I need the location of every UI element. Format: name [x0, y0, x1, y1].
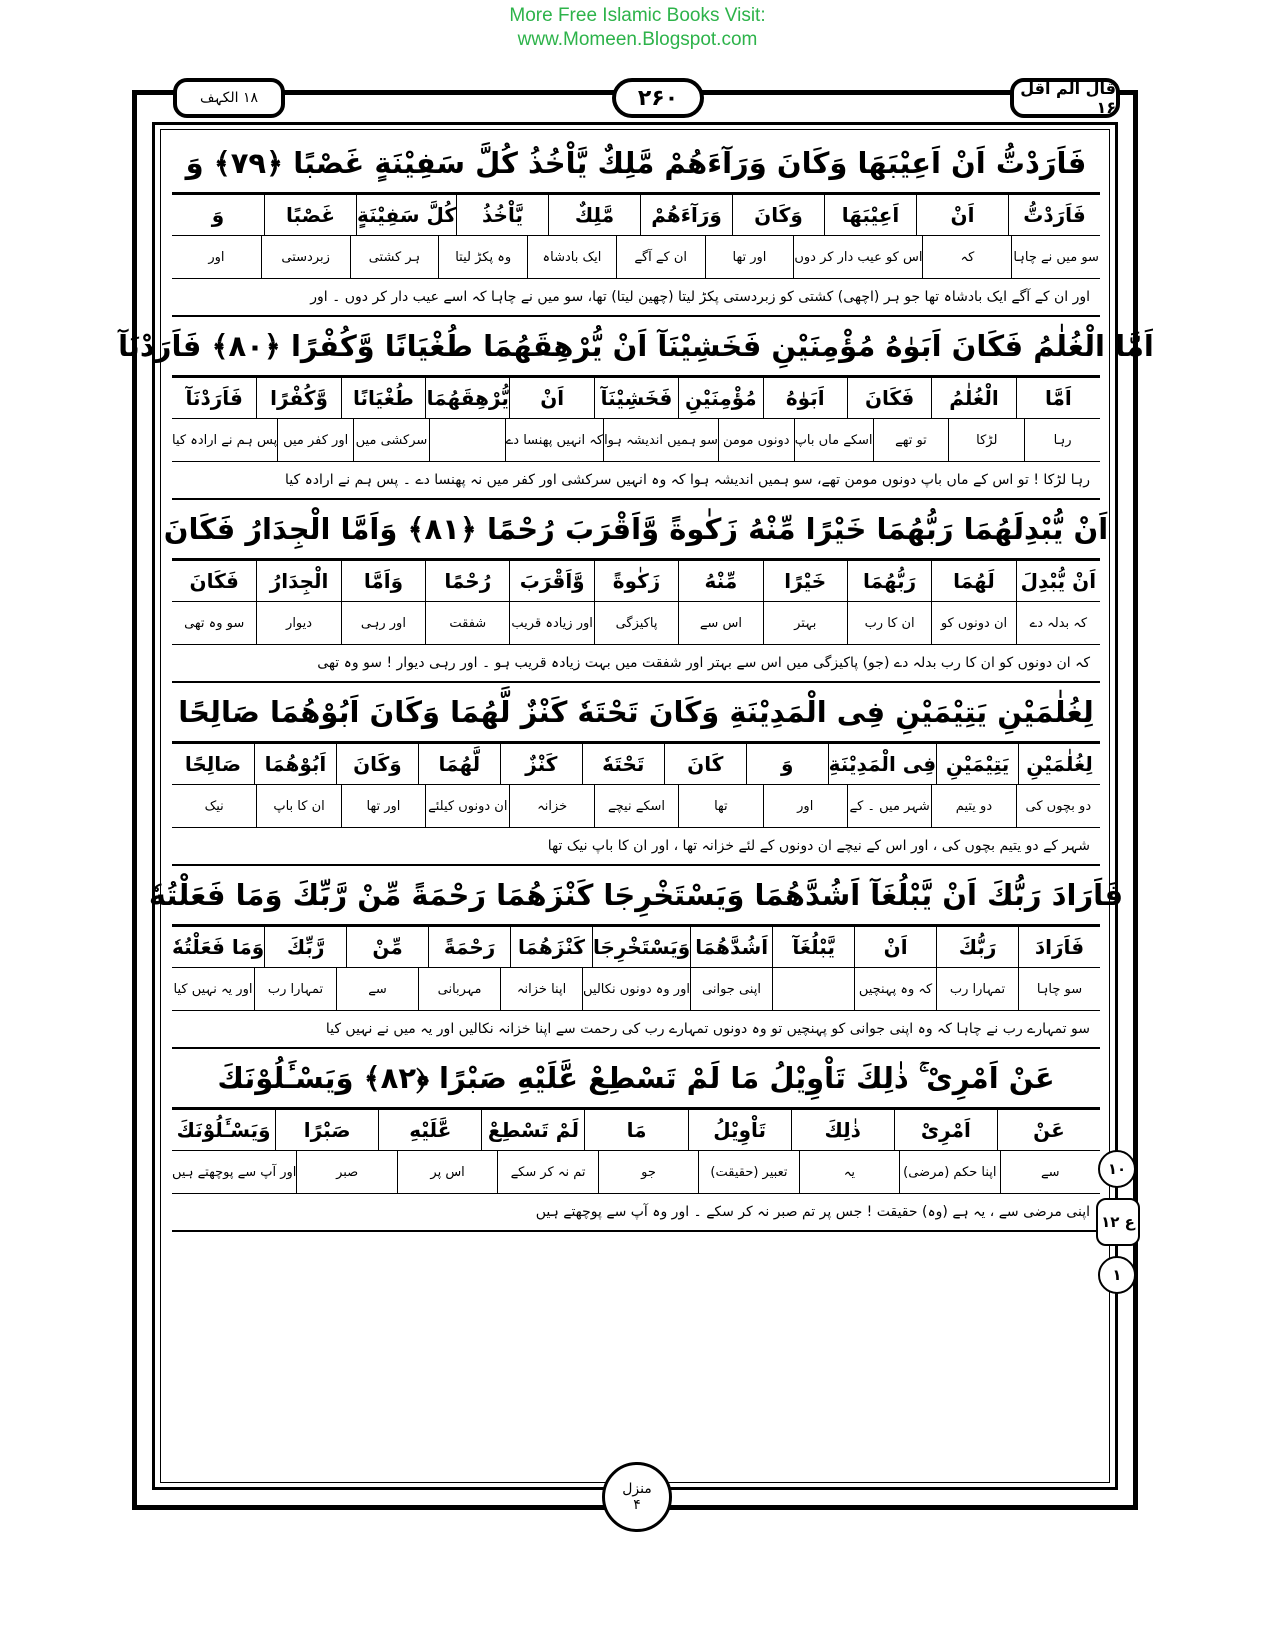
urdu-meaning: دیوار [256, 602, 340, 644]
urdu-meaning: تعبیر (حقیقت) [698, 1151, 798, 1193]
urdu-translation-line: اور ان کے آگے ایک بادشاہ تھا جو ہر (اچھی) کشتی کو زبردستی پکڑ لیتا (چھین لیتا) تھا، سو میں نے چاہا کہ اسے عیب دار کر دوں ۔ اور [172, 279, 1100, 317]
urdu-meaning: اور [763, 785, 847, 827]
urdu-meaning: تمہارا رب [936, 968, 1018, 1010]
arabic-word: وَ [746, 743, 828, 784]
arabic-word: مِّنْ [346, 926, 428, 967]
arabic-word: يُّرْهِقَهُمَا [425, 377, 509, 418]
arabic-verse-line: فَاَرَدْتُّ اَنْ اَعِيْبَهَا وَكَانَ وَرَآءَهُمْ مَّلِكٌ يَّاْخُذُ كُلَّ سَفِيْنَةٍ غَصْبًا ﴿٧٩﴾ وَ [172, 134, 1100, 194]
arabic-word: اَنْ [854, 926, 936, 967]
word-by-word-meaning-row [172, 785, 1100, 828]
urdu-meaning: زبردستی [261, 236, 350, 278]
urdu-meaning: لڑکا [948, 419, 1024, 461]
urdu-meaning: اس پر [397, 1151, 497, 1193]
urdu-meaning: سرکشی میں [353, 419, 429, 461]
arabic-word: رُحْمًا [425, 560, 509, 601]
arabic-word: اَشُدَّهُمَا [690, 926, 772, 967]
arabic-word: وَكَانَ [732, 194, 824, 235]
urdu-meaning: یہ [799, 1151, 899, 1193]
arabic-word: فَاَرَدْتُّ [1008, 194, 1100, 235]
para-name-tab: قال الم اقل ۱۶ [1010, 78, 1120, 118]
word-by-word-arabic-row [172, 743, 1100, 785]
manzil-badge [602, 1462, 672, 1532]
arabic-word: لَهُمَا [931, 560, 1015, 601]
arabic-word: طُغْيَانًا [341, 377, 425, 418]
urdu-meaning: سے [336, 968, 418, 1010]
urdu-meaning: وہ پکڑ لیتا [438, 236, 527, 278]
urdu-meaning: پس ہم نے ارادہ کیا [172, 432, 278, 448]
urdu-translation-line: کہ ان دونوں کو ان کا رب بدلہ دے (جو) پاکیزگی میں اس سے بہتر اور شفقت میں بہت زیادہ قریب ہو ۔ اور رہی دیوار ! سو وہ تھی [172, 645, 1100, 683]
arabic-word: لَّهُمَا [418, 743, 500, 784]
arabic-word: غَصْبًا [264, 194, 356, 235]
arabic-word: خَيْرًا [763, 560, 847, 601]
urdu-meaning: دونوں مومن [718, 419, 794, 461]
arabic-word: وَاَمَّا [341, 560, 425, 601]
urdu-meaning [772, 968, 854, 1010]
arabic-word: تَاْوِيْلُ [688, 1109, 791, 1150]
urdu-meaning: صبر [296, 1151, 396, 1193]
verse-section [148, 866, 1124, 1049]
urdu-meaning: تمہارا رب [254, 968, 336, 1010]
arabic-word: فَكَانَ [172, 560, 256, 601]
ruku-marker-top: ۱۰ [1098, 1150, 1136, 1188]
arabic-word: اَنْ [916, 194, 1008, 235]
promo-link[interactable]: www.Momeen.Blogspot.com [517, 29, 758, 50]
word-by-word-meaning-row [172, 968, 1100, 1011]
arabic-word: رَبُّكَ [936, 926, 1018, 967]
arabic-verse-line: عَنْ اَمْرِىْ ۚ ذٰلِكَ تَاْوِيْلُ مَا لَمْ تَسْطِعْ عَّلَيْهِ صَبْرًا ﴿٨٢﴾ وَيَسْـَٔلُوْنَكَ [172, 1049, 1100, 1109]
urdu-meaning: کہ [922, 236, 1011, 278]
verse-section [172, 1049, 1100, 1232]
urdu-meaning: کہ بدلہ دے [1016, 602, 1100, 644]
arabic-word: مَّلِكٌ [548, 194, 640, 235]
urdu-translation-line: سو تمہارے رب نے چاہا کہ وہ اپنی جوانی کو پہنچیں تو وہ دونوں تمہارے رب کی رحمت سے اپنا خزانہ نکالیں اور یہ میں نے نہیں کیا [172, 1011, 1100, 1049]
urdu-meaning: اپنی جوانی [690, 968, 772, 1010]
arabic-word: عَّلَيْهِ [378, 1109, 481, 1150]
word-by-word-arabic-row [172, 1109, 1100, 1151]
urdu-meaning: کہ انہیں پھنسا دے [505, 419, 603, 461]
urdu-meaning: بہتر [763, 602, 847, 644]
arabic-word: اَمَّا [1016, 377, 1100, 418]
arabic-word: زَكٰوةً [594, 560, 678, 601]
urdu-meaning: ان دونوں کیلئے [425, 785, 509, 827]
urdu-meaning: مہربانی [418, 968, 500, 1010]
arabic-word: وَكَانَ [336, 743, 418, 784]
urdu-meaning: کہ وہ پہنچیں [854, 968, 936, 1010]
arabic-word: فَاَرَادَ [1018, 926, 1100, 967]
verse-section [172, 683, 1100, 866]
urdu-meaning: دو یتیم [931, 785, 1015, 827]
urdu-meaning: ان کا رب [847, 602, 931, 644]
verse-section [118, 317, 1154, 500]
arabic-word: اَبَوٰهُ [763, 377, 847, 418]
urdu-meaning [429, 419, 505, 461]
word-by-word-meaning-row [172, 236, 1100, 279]
arabic-word: وَرَآءَهُمْ [640, 194, 732, 235]
arabic-word: وَ [172, 194, 264, 235]
word-by-word-meaning-row [172, 419, 1100, 462]
arabic-word: وَّاَقْرَبَ [509, 560, 593, 601]
urdu-translation-line: شہر کے دو یتیم بچوں کی ، اور اس کے نیچے ان دونوں کے لئے خزانہ تھا ، اور ان کا باپ نیک تھا [172, 828, 1100, 866]
surah-name-tab: ۱۸ الکہف [173, 78, 285, 118]
arabic-word: اَمْرِىْ [894, 1109, 997, 1150]
ruku-marker-mid: ع ۱۲ [1096, 1198, 1140, 1246]
urdu-meaning: تم نہ کر سکے [497, 1151, 597, 1193]
arabic-word: فَاَرَدْنَآ [172, 377, 256, 418]
arabic-word: فَكَانَ [847, 377, 931, 418]
urdu-meaning: اور زیادہ قریب [509, 602, 593, 644]
arabic-word: مِّنْهُ [678, 560, 762, 601]
arabic-word: يَتِيْمَيْنِ [936, 743, 1018, 784]
arabic-word: وَمَا فَعَلْتُهٗ [172, 926, 264, 967]
page-number: ۲۶۰ [612, 78, 704, 118]
arabic-word: الْغُلٰمُ [931, 377, 1015, 418]
verse-section [163, 500, 1109, 683]
urdu-meaning: ان دونوں کو [931, 602, 1015, 644]
arabic-verse-line: فَاَرَادَ رَبُّكَ اَنْ يَّبْلُغَآ اَشُدَّهُمَا وَيَسْتَخْرِجَا كَنْزَهُمَا رَحْمَةً مِّنْ رَّبِّكَ وَمَا فَعَلْتُهٗ [172, 866, 1100, 926]
arabic-word: لِغُلٰمَيْنِ [1018, 743, 1100, 784]
arabic-word: ذٰلِكَ [791, 1109, 894, 1150]
urdu-meaning: نیک [204, 798, 224, 814]
urdu-meaning: اس کو عیب دار کر دوں [793, 236, 922, 278]
arabic-word: صَالِحًا [172, 743, 254, 784]
promo-line-1: More Free Islamic Books Visit: [509, 5, 766, 26]
arabic-word: تَحْتَهٗ [582, 743, 664, 784]
arabic-word: وَيَسْتَخْرِجَا [592, 926, 690, 967]
word-by-word-meaning-row [172, 1151, 1100, 1194]
urdu-meaning: تھا [678, 785, 762, 827]
urdu-meaning: اور تھا [705, 236, 794, 278]
urdu-meaning: شفقت [425, 602, 509, 644]
urdu-meaning: اور تھا [341, 785, 425, 827]
arabic-word: مَا [584, 1109, 687, 1150]
arabic-word: رَّبِّكَ [264, 926, 346, 967]
arabic-word: كَنْزَهُمَا [510, 926, 592, 967]
urdu-meaning: ان کے آگے [616, 236, 705, 278]
arabic-word: اَنْ [509, 377, 593, 418]
urdu-translation-line: اپنی مرضی سے ، یہ ہے (وہ) حقیقت ! جس پر تم صبر نہ کر سکے ۔ اور وہ آپ سے پوچھتے ہیں [172, 1194, 1100, 1232]
urdu-meaning: رہا [1024, 419, 1100, 461]
arabic-word: صَبْرًا [275, 1109, 378, 1150]
urdu-meaning: شہر میں ۔ کے [847, 785, 931, 827]
urdu-meaning: اور یہ نہیں کیا [173, 981, 253, 997]
urdu-meaning: اور رہی [341, 602, 425, 644]
word-by-word-meaning-row [172, 602, 1100, 645]
verse-section [172, 134, 1100, 317]
urdu-meaning: اسکے نیچے [594, 785, 678, 827]
arabic-verse-line: اَمَّا الْغُلٰمُ فَكَانَ اَبَوٰهُ مُؤْمِنَيْنِ فَخَشِيْنَآ اَنْ يُّرْهِقَهُمَا طُغْيَانًا وَّكُفْرًا ﴿٨٠﴾ فَاَرَدْنَآ [172, 317, 1100, 377]
arabic-verse-line: اَنْ يُّبْدِلَهُمَا رَبُّهُمَا خَيْرًا مِّنْهُ زَكٰوةً وَّاَقْرَبَ رُحْمًا ﴿٨١﴾ وَاَمَّا الْجِدَارُ فَكَانَ [172, 500, 1100, 560]
urdu-meaning: سے [1000, 1151, 1100, 1193]
urdu-meaning: سو ہمیں اندیشہ ہوا [603, 419, 718, 461]
urdu-meaning: اور [208, 249, 225, 265]
arabic-word: اَنْ يُّبْدِلَ [1016, 560, 1100, 601]
urdu-meaning: ہر کشتی [350, 236, 439, 278]
urdu-meaning: خزانہ [509, 785, 593, 827]
urdu-translation-line: رہا لڑکا ! تو اس کے ماں باپ دونوں مومن تھے، سو ہمیں اندیشہ ہوا کہ وہ انہیں سرکشی اور کفر میں نہ پھنسا دے ۔ پس ہم نے ارادہ کیا [172, 462, 1100, 500]
urdu-meaning: ایک بادشاہ [527, 236, 616, 278]
arabic-word: الْجِدَارُ [256, 560, 340, 601]
arabic-word: كُلَّ سَفِيْنَةٍ [356, 194, 456, 235]
arabic-word: كَانَ [664, 743, 746, 784]
arabic-word: عَنْ [997, 1109, 1100, 1150]
word-by-word-arabic-row [172, 560, 1100, 602]
arabic-word: فِى الْمَدِيْنَةِ [828, 743, 936, 784]
arabic-word: اَبُوْهُمَا [254, 743, 336, 784]
arabic-word: وَيَسْـَٔلُوْنَكَ [172, 1109, 275, 1150]
arabic-word: رَبُّهُمَا [847, 560, 931, 601]
arabic-word: لَمْ تَسْطِعْ [481, 1109, 584, 1150]
urdu-meaning: سو میں نے چاہا [1011, 236, 1100, 278]
manzil-word: منزل [622, 1481, 652, 1497]
arabic-word: فَخَشِيْنَآ [594, 377, 678, 418]
manzil-number: ۴ [633, 1497, 641, 1513]
urdu-meaning: ان کا باپ [256, 785, 340, 827]
urdu-meaning: اس سے [678, 602, 762, 644]
arabic-word: يَّبْلُغَآ [772, 926, 854, 967]
arabic-word: وَّكُفْرًا [256, 377, 340, 418]
urdu-meaning: سو چاہا [1018, 968, 1100, 1010]
word-by-word-arabic-row [172, 377, 1100, 419]
urdu-meaning: اور کفر میں [277, 419, 353, 461]
arabic-word: رَحْمَةً [428, 926, 510, 967]
word-by-word-arabic-row [172, 926, 1100, 968]
word-by-word-arabic-row [172, 194, 1100, 236]
urdu-meaning: دو بچوں کی [1016, 785, 1100, 827]
urdu-meaning: اسکے ماں باپ [794, 419, 873, 461]
arabic-word: مُؤْمِنَيْنِ [678, 377, 762, 418]
ruku-marker-bottom: ۱ [1098, 1256, 1136, 1294]
arabic-verse-line: لِغُلٰمَيْنِ يَتِيْمَيْنِ فِى الْمَدِيْنَةِ وَكَانَ تَحْتَهٗ كَنْزٌ لَّهُمَا وَكَانَ اَبُوْهُمَا صَالِحًا [172, 683, 1100, 743]
urdu-meaning: اپنا حکم (مرضی) [899, 1151, 999, 1193]
urdu-meaning: تو تھے [873, 419, 949, 461]
urdu-meaning: پاکیزگی [594, 602, 678, 644]
arabic-word: كَنْزٌ [500, 743, 582, 784]
urdu-meaning: اور آپ سے پوچھتے ہیں [172, 1164, 297, 1180]
urdu-meaning: جو [598, 1151, 698, 1193]
urdu-meaning: سو وہ تھی [184, 615, 245, 631]
arabic-word: اَعِيْبَهَا [824, 194, 916, 235]
urdu-meaning: اپنا خزانہ [500, 968, 582, 1010]
urdu-meaning: اور وہ دونوں نکالیں [582, 968, 690, 1010]
arabic-word: يَّاْخُذُ [456, 194, 548, 235]
